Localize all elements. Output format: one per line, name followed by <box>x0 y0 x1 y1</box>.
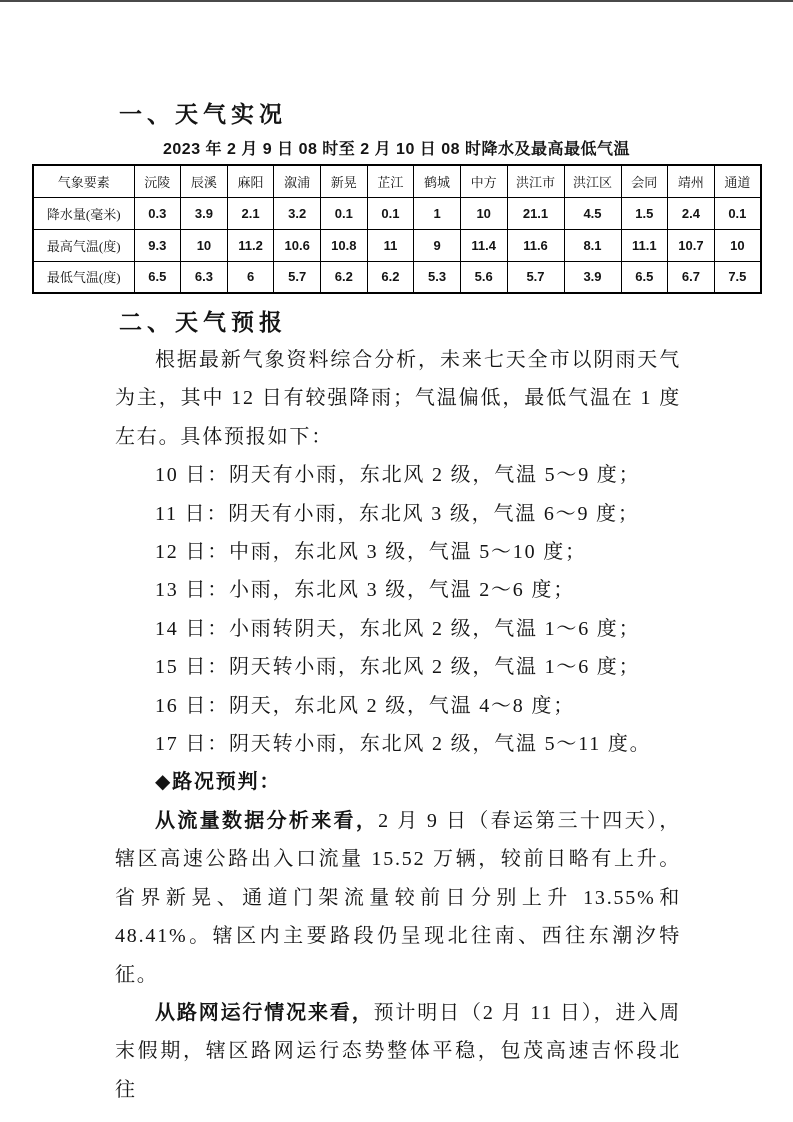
forecast-day-line: 15 日：阴天转小雨，东北风 2 级，气温 1～6 度； <box>155 656 641 679</box>
station-column-header: 辰溪 <box>181 165 228 197</box>
value-cell: 11.1 <box>621 229 668 261</box>
row-label-cell: 降水量(毫米) <box>33 197 134 229</box>
section-heading-forecast: 二、天气预报 <box>119 309 287 335</box>
value-cell: 2.1 <box>227 197 274 229</box>
value-cell: 6.3 <box>181 261 228 293</box>
row-label-cell: 最高气温(度) <box>33 229 134 261</box>
value-cell: 6.5 <box>134 261 181 293</box>
section-heading-weather-actual: 一、天气实况 <box>119 101 287 127</box>
station-column-header: 洪江区 <box>564 165 621 197</box>
weather-table-title: 2023 年 2 月 9 日 08 时至 2 月 10 日 08 时降水及最高最低气温 <box>163 141 630 158</box>
value-cell: 3.2 <box>274 197 321 229</box>
road-network-paragraph <box>115 994 681 1109</box>
forecast-day-line: 11 日：阴天有小雨，东北风 3 级，气温 6～9 度； <box>155 502 640 525</box>
forecast-day-line: 12 日：中雨，东北风 3 级，气温 5～10 度； <box>155 541 587 564</box>
page-top-edge-line <box>0 0 793 2</box>
value-cell: 6.7 <box>668 261 715 293</box>
road-traffic-flow-paragraph <box>115 802 681 994</box>
value-cell: 10 <box>460 197 507 229</box>
station-column-header: 鹤城 <box>414 165 461 197</box>
value-cell: 0.1 <box>321 197 368 229</box>
value-cell: 0.1 <box>367 197 414 229</box>
forecast-intro-paragraph: 根据最新气象资料综合分析，未来七天全市以阴雨天气为主，其中 12 日有较强降雨；气温偏低，最低气温在 1 度左右。具体预报如下： <box>115 349 681 448</box>
value-cell: 11.4 <box>460 229 507 261</box>
road-traffic-flow-text: 2 月 9 日（春运第三十四天），辖区高速公路出入口流量 15.52 万辆，较前日略有上升。省界新晃、通道门架流量较前日分别上升 13.55%和 48.41%。辖区内主要路段仍呈现北往南、西往东潮汐特征。 <box>115 809 681 986</box>
road-network-text: 预计明日（2 月 11 日），进入周末假期，辖区路网运行态势整体平稳，包茂高速吉怀段北往 <box>115 1001 681 1101</box>
table-data-row <box>33 197 761 229</box>
road-conditions-heading: ◆路况预判： <box>155 771 282 794</box>
forecast-day-list <box>115 456 681 763</box>
table-data-row <box>33 229 761 261</box>
value-cell: 4.5 <box>564 197 621 229</box>
value-cell: 0.3 <box>134 197 181 229</box>
value-cell: 11 <box>367 229 414 261</box>
value-cell: 5.6 <box>460 261 507 293</box>
station-column-header: 沅陵 <box>134 165 181 197</box>
station-column-header: 洪江市 <box>507 165 564 197</box>
value-cell: 11.2 <box>227 229 274 261</box>
value-cell: 7.5 <box>714 261 761 293</box>
value-cell: 1.5 <box>621 197 668 229</box>
value-cell: 6.2 <box>367 261 414 293</box>
station-column-header: 会同 <box>621 165 668 197</box>
table-data-row <box>33 261 761 293</box>
row-label-cell: 最低气温(度) <box>33 261 134 293</box>
station-column-header: 麻阳 <box>227 165 274 197</box>
value-cell: 3.9 <box>181 197 228 229</box>
value-cell: 1 <box>414 197 461 229</box>
forecast-day-line: 13 日：小雨，东北风 3 级，气温 2～6 度； <box>155 579 575 602</box>
value-cell: 5.7 <box>507 261 564 293</box>
weather-data-table <box>32 164 762 294</box>
value-cell: 6.5 <box>621 261 668 293</box>
value-cell: 10 <box>714 229 761 261</box>
value-cell: 0.1 <box>714 197 761 229</box>
value-cell: 10.7 <box>668 229 715 261</box>
forecast-day-line: 14 日：小雨转阴天，东北风 2 级，气温 1～6 度； <box>155 617 641 640</box>
value-cell: 21.1 <box>507 197 564 229</box>
value-cell: 3.9 <box>564 261 621 293</box>
value-cell: 10.6 <box>274 229 321 261</box>
forecast-day-line: 16 日：阴天，东北风 2 级，气温 4～8 度； <box>155 694 575 717</box>
value-cell: 6 <box>227 261 274 293</box>
table-header-row <box>33 165 761 197</box>
value-cell: 5.3 <box>414 261 461 293</box>
road-network-lead: 从路网运行情况来看， <box>155 1001 374 1024</box>
forecast-day-line: 17 日：阴天转小雨，东北风 2 级，气温 5～11 度。 <box>155 733 652 756</box>
road-traffic-flow-lead: 从流量数据分析来看， <box>155 809 379 832</box>
table-corner-header: 气象要素 <box>33 165 134 197</box>
forecast-day-line: 10 日：阴天有小雨，东北风 2 级，气温 5～9 度； <box>155 464 641 487</box>
value-cell: 2.4 <box>668 197 715 229</box>
body-text-column <box>115 341 681 1109</box>
value-cell: 6.2 <box>321 261 368 293</box>
value-cell: 9.3 <box>134 229 181 261</box>
value-cell: 9 <box>414 229 461 261</box>
value-cell: 8.1 <box>564 229 621 261</box>
station-column-header: 溆浦 <box>274 165 321 197</box>
station-column-header: 通道 <box>714 165 761 197</box>
station-column-header: 芷江 <box>367 165 414 197</box>
value-cell: 11.6 <box>507 229 564 261</box>
value-cell: 10.8 <box>321 229 368 261</box>
value-cell: 10 <box>181 229 228 261</box>
value-cell: 5.7 <box>274 261 321 293</box>
station-column-header: 新晃 <box>321 165 368 197</box>
station-column-header: 中方 <box>460 165 507 197</box>
station-column-header: 靖州 <box>668 165 715 197</box>
